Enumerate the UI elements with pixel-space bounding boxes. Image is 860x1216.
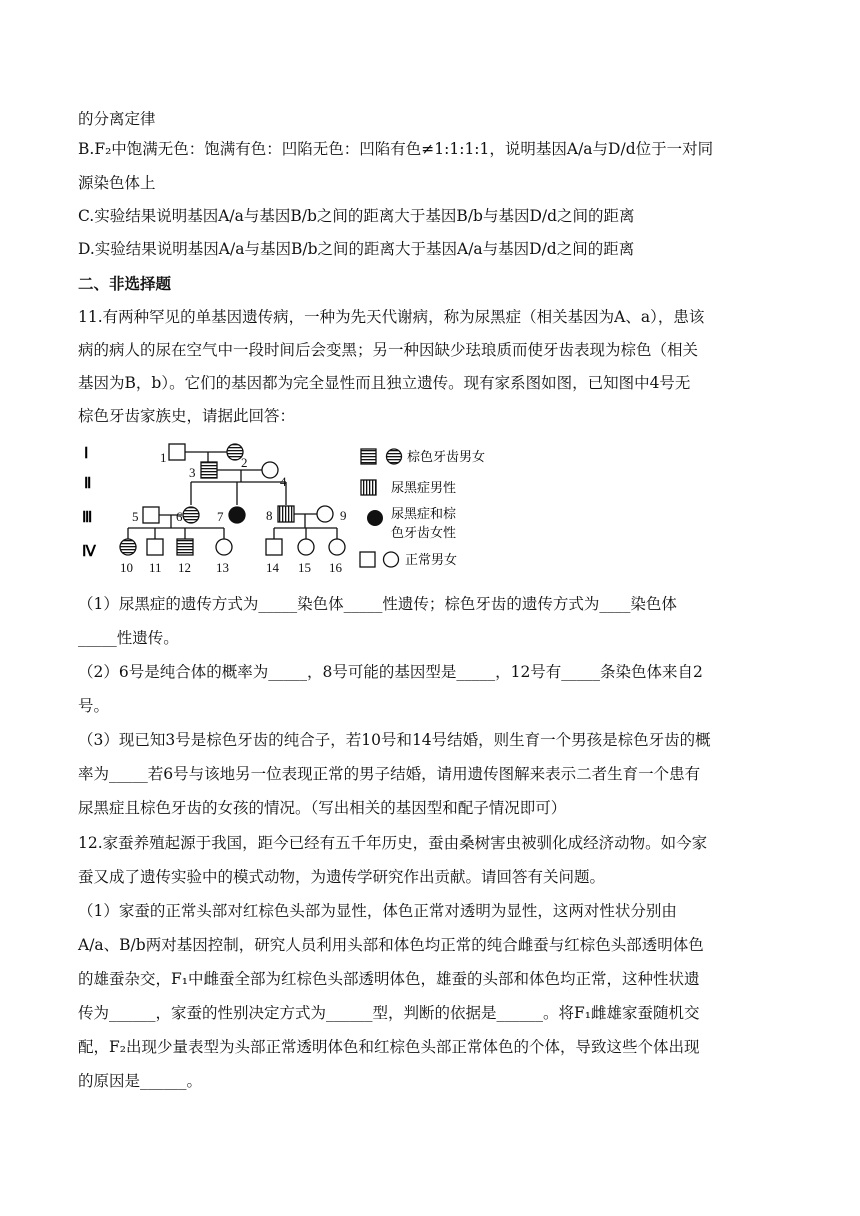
text-line: 蚕又成了遗传实验中的模式动物，为遗传学研究作出贡献。请回答有关问题。 [78, 868, 606, 886]
text-line: 病的病人的尿在空气中一段时间后会变黑；另一种因缺少珐琅质而使牙齿表现为棕色（相关 [78, 341, 699, 359]
gen-label: Ⅲ [82, 510, 93, 526]
text-line: _____性遗传。 [78, 629, 179, 647]
individual-number: 3 [189, 465, 196, 480]
legend-normal-female [384, 552, 399, 567]
text-line: C.实验结果说明基因A/a与基因B/b之间的距离大于基因B/b与基因D/d之间的距离 [78, 207, 635, 225]
section-heading: 二、非选择题 [78, 274, 172, 293]
text-line: （3）现已知3号是棕色牙齿的纯合子，若10号和14号结婚，则生育一个男孩是棕色牙齿的概 [78, 731, 711, 749]
text-line: 号。 [78, 697, 110, 715]
gen-label: Ⅰ [84, 446, 89, 462]
text-line: D.实验结果说明基因A/a与基因B/b之间的距离大于基因A/a与基因D/d之间的距离 [78, 240, 635, 258]
individual-16 [329, 539, 345, 555]
legend-female-both [367, 510, 383, 526]
gen-label: Ⅳ [82, 544, 96, 560]
text-line: （2）6号是纯合体的概率为_____，8号可能的基因型是_____，12号有_____条染色体来自2 [78, 663, 703, 681]
text-line: 源染色体上 [78, 174, 156, 192]
individual-number: 14 [266, 560, 279, 575]
legend-text: 色牙齿女性 [391, 525, 457, 540]
individual-number: 1 [160, 450, 167, 465]
text-line: A/a、B/b两对基因控制，研究人员利用头部和体色均正常的纯合雌蚕与红棕色头部透明体色 [78, 936, 704, 954]
text-line: 传为______，家蚕的性别决定方式为______型，判断的依据是______。将F₁雌雄家蚕随机交 [78, 1004, 700, 1022]
individual-number: 12 [178, 560, 191, 575]
individual-11 [147, 539, 163, 555]
individual-15 [298, 539, 314, 555]
text-line: 11.有两种罕见的单基因遗传病，一种为先天代谢病，称为尿黑症（相关基因为A、a），患该 [78, 308, 705, 326]
text-line: 配，F₂出现少量表型为头部正常透明体色和红棕色头部正常体色的个体，导致这些个体出现 [78, 1038, 700, 1056]
legend-male-brown [361, 449, 376, 464]
individual-12 [177, 539, 193, 555]
individual-number: 7 [217, 509, 224, 524]
legend-text: 尿黑症和棕 [391, 506, 457, 521]
individual-number: 4 [280, 474, 287, 489]
individual-13 [216, 539, 232, 555]
individual-number: 15 [298, 560, 311, 575]
legend-female-brown [387, 449, 402, 464]
individual-7 [229, 507, 245, 523]
legend-text: 尿黑症男性 [391, 480, 457, 495]
pedigree-diagram [78, 432, 508, 580]
individual-number: 5 [132, 509, 139, 524]
text-line: （1）家蚕的正常头部对红棕色头部为显性，体色正常对透明为显性，这两对性状分别由 [78, 902, 677, 920]
individual-3 [201, 462, 217, 478]
text-line: （1）尿黑症的遗传方式为_____染色体_____性遗传；棕色牙齿的遗传方式为____染色体 [78, 595, 677, 613]
text-line: 基因为B，b）。它们的基因都为完全显性而且独立遗传。现有家系图如图，已知图中4号无 [78, 374, 691, 392]
individual-number: 16 [329, 560, 342, 575]
text-line: 棕色牙齿家族史，请据此回答： [78, 407, 296, 425]
gen-label: Ⅱ [84, 476, 92, 492]
individual-9 [317, 506, 333, 522]
individual-number: 11 [149, 560, 162, 575]
individual-number: 9 [340, 508, 347, 523]
text-line: 的原因是______。 [78, 1072, 203, 1090]
legend-text: 棕色牙齿男女 [407, 449, 486, 464]
text-line: 尿黑症且棕色牙齿的女孩的情况。（写出相关的基因型和配子情况即可） [78, 799, 567, 817]
text-line: 率为_____若6号与该地另一位表现正常的男子结婚，请用遗传图解来表示二者生育一个患有 [78, 765, 701, 783]
individual-14 [266, 539, 282, 555]
individual-number: 2 [241, 455, 248, 470]
individual-6 [183, 507, 199, 523]
text-line: 的雄蚕杂交，F₁中雌蚕全部为红棕色头部透明体色，雄蚕的头部和体色均正常，这种性状遗 [78, 970, 700, 988]
individual-number: 10 [120, 560, 133, 575]
individual-8 [278, 506, 294, 522]
individual-number: 13 [216, 560, 229, 575]
individual-4 [262, 462, 278, 478]
text-line: B.F₂中饱满无色：饱满有色：凹陷无色：凹陷有色≠1:1:1:1，说明基因A/a与D/d位于一对同 [78, 140, 714, 158]
legend-normal-male [360, 552, 375, 567]
legend-male-alkaptonuria [361, 480, 376, 495]
individual-number: 6 [176, 509, 183, 524]
text-line: 的分离定律 [78, 110, 156, 128]
text-line: 12.家蚕养殖起源于我国，距今已经有五千年历史，蚕由桑树害虫被驯化成经济动物。如今家 [78, 834, 708, 852]
individual-1 [169, 444, 185, 460]
individual-5 [143, 507, 159, 523]
individual-number: 8 [266, 508, 273, 523]
legend-text: 正常男女 [405, 552, 458, 567]
individual-10 [120, 539, 136, 555]
